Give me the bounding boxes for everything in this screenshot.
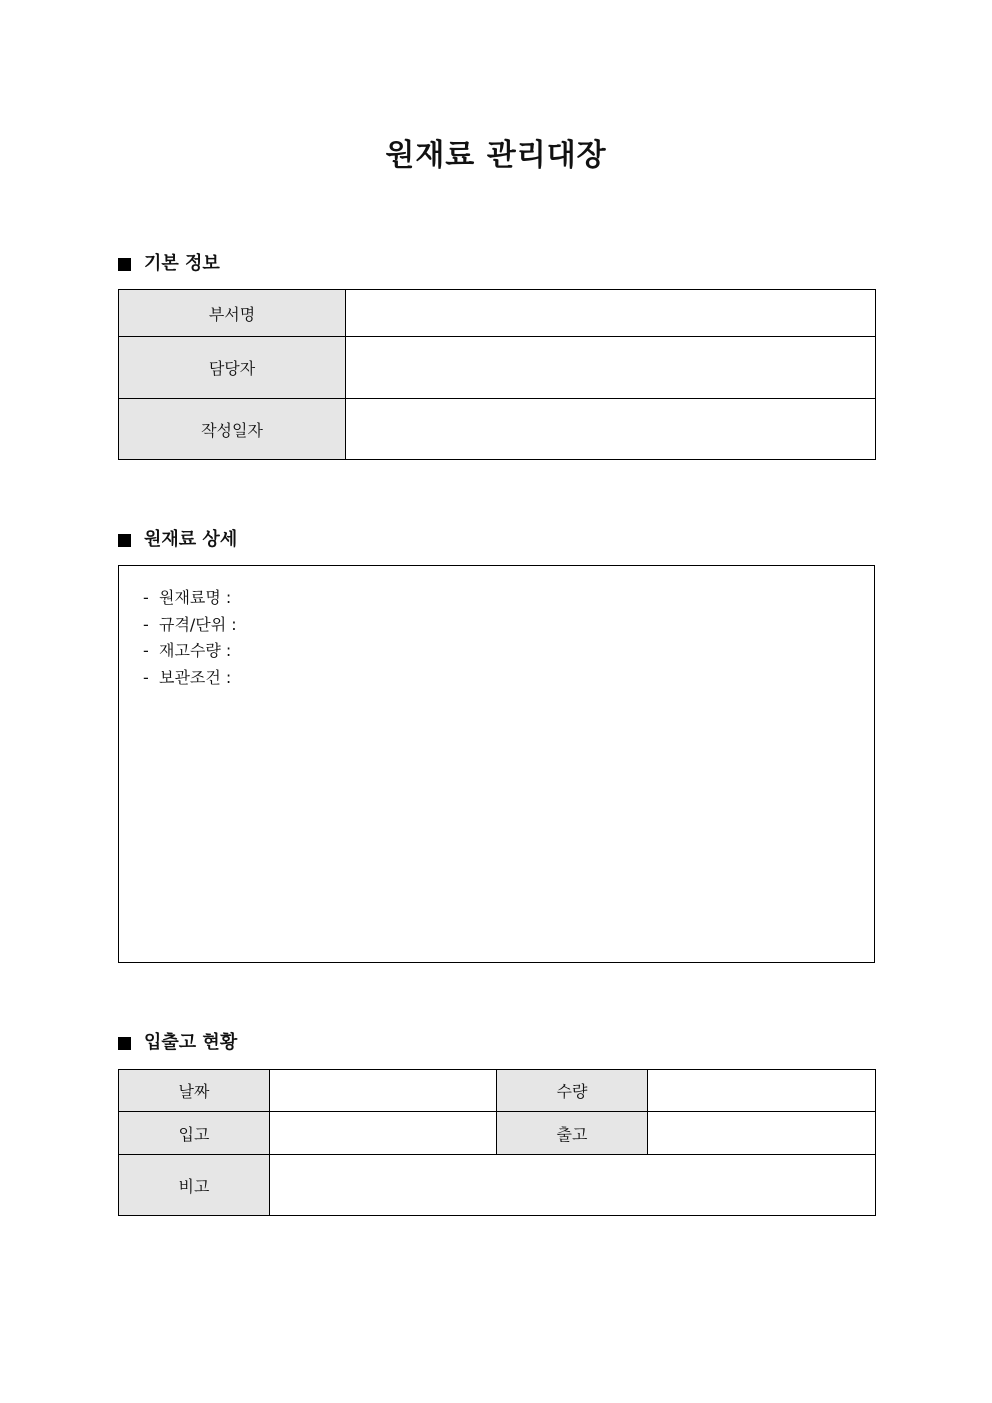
department-label: 부서명 bbox=[119, 290, 346, 337]
square-bullet-icon bbox=[118, 258, 131, 271]
basic-info-table bbox=[118, 289, 876, 460]
material-detail-heading-text: 원재료 상세 bbox=[144, 529, 238, 550]
quantity-field[interactable] bbox=[648, 1070, 876, 1112]
written-date-label: 작성일자 bbox=[119, 399, 346, 460]
stock-row-note bbox=[119, 1155, 876, 1216]
date-field[interactable] bbox=[270, 1070, 497, 1112]
spec-unit-label: 규격/단위 : bbox=[159, 614, 237, 634]
stock-in-label: 입고 bbox=[119, 1112, 270, 1155]
basic-info-row-department bbox=[119, 290, 876, 337]
note-label: 비고 bbox=[119, 1155, 270, 1216]
material-detail-box[interactable] bbox=[118, 565, 875, 963]
stock-in-field[interactable] bbox=[270, 1112, 497, 1155]
written-date-field[interactable] bbox=[346, 399, 876, 460]
stock-out-label: 출고 bbox=[497, 1112, 648, 1155]
stock-quantity-item: - 재고수량 : bbox=[143, 641, 232, 660]
date-label: 날짜 bbox=[119, 1070, 270, 1112]
stock-quantity-label: 재고수량 : bbox=[159, 641, 232, 660]
material-detail-heading bbox=[118, 528, 237, 552]
square-bullet-icon bbox=[118, 1037, 131, 1050]
storage-condition-label: 보관조건 : bbox=[159, 667, 232, 687]
spec-unit-item: - 규격/단위 : bbox=[143, 614, 237, 634]
manager-label: 담당자 bbox=[119, 337, 346, 399]
basic-info-row-manager bbox=[119, 337, 876, 399]
basic-info-row-date bbox=[119, 399, 876, 460]
square-bullet-icon bbox=[118, 534, 131, 547]
material-detail-list bbox=[119, 566, 874, 691]
stock-row-date-quantity bbox=[119, 1070, 876, 1112]
manager-field[interactable] bbox=[346, 337, 876, 399]
stock-status-table bbox=[118, 1069, 876, 1216]
basic-info-heading-text: 기본 정보 bbox=[144, 253, 220, 274]
stock-out-field[interactable] bbox=[648, 1112, 876, 1155]
quantity-label: 수량 bbox=[497, 1070, 648, 1112]
note-field[interactable] bbox=[270, 1155, 876, 1216]
storage-condition-item: - 보관조건 : bbox=[143, 667, 232, 687]
material-name-item: - 원재료명 : bbox=[143, 588, 232, 607]
stock-status-heading bbox=[118, 1031, 237, 1055]
stock-row-in-out bbox=[119, 1112, 876, 1155]
basic-info-heading bbox=[118, 252, 220, 276]
document-title: 원재료 관리대장 bbox=[385, 138, 607, 173]
department-field[interactable] bbox=[346, 290, 876, 337]
stock-status-heading-text: 입출고 현황 bbox=[144, 1032, 238, 1053]
material-name-label: 원재료명 : bbox=[159, 588, 232, 607]
